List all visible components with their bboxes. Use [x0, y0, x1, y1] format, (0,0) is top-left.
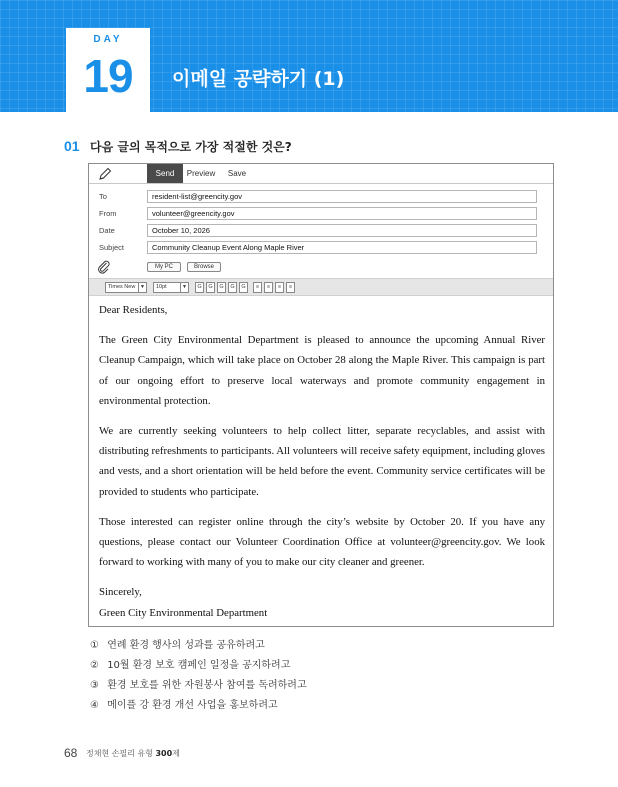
- preview-tab[interactable]: Preview: [186, 169, 216, 178]
- save-tab[interactable]: Save: [227, 169, 247, 178]
- date-field[interactable]: October 10, 2026: [147, 224, 537, 237]
- option-text: 메이플 강 환경 개선 사업을 홍보하려고: [107, 700, 278, 711]
- option-number: ④: [90, 700, 99, 711]
- book-title-count: 300: [155, 749, 173, 758]
- answer-option[interactable]: [90, 656, 530, 676]
- align-left-icon[interactable]: ≡: [253, 282, 262, 293]
- question-text: 다음 글의 목적으로 가장 적절한 것은?: [90, 140, 292, 154]
- day-number: 19: [83, 50, 133, 102]
- paperclip-icon: [97, 260, 111, 274]
- chevron-down-icon: ▼: [180, 283, 188, 292]
- answer-option[interactable]: [90, 636, 530, 656]
- answer-option[interactable]: [90, 696, 530, 716]
- option-text: 연례 환경 행사의 성과를 공유하려고: [107, 640, 265, 651]
- font-select-value: Times New: [108, 284, 136, 290]
- to-label: To: [99, 192, 107, 201]
- option-number: ③: [90, 680, 99, 691]
- email-window: [88, 163, 554, 627]
- strikethrough-icon[interactable]: G: [228, 282, 237, 293]
- option-number: ①: [90, 640, 99, 651]
- subject-field[interactable]: Community Cleanup Event Along Maple River: [147, 241, 537, 254]
- email-greeting: Dear Residents,: [99, 304, 168, 316]
- option-number: ②: [90, 660, 99, 671]
- option-text: 환경 보호를 위한 자원봉사 참여를 독려하려고: [107, 680, 307, 691]
- email-signature: Green City Environmental Department: [99, 606, 268, 619]
- day-box: [66, 28, 150, 112]
- my-pc-button[interactable]: My PC: [147, 262, 181, 272]
- bold-icon[interactable]: G: [195, 282, 204, 293]
- browse-button[interactable]: Browse: [187, 262, 221, 272]
- underline-icon[interactable]: G: [217, 282, 226, 293]
- email-closing: Sincerely,: [99, 586, 142, 599]
- pencil-icon: [97, 166, 113, 182]
- size-select[interactable]: [153, 282, 189, 293]
- size-select-value: 10pt: [156, 284, 167, 290]
- answer-option[interactable]: [90, 676, 530, 696]
- book-title: [86, 748, 180, 759]
- format-toolbar: [89, 278, 553, 296]
- option-text: 10월 환경 보호 캠페인 일정을 공지하려고: [107, 660, 291, 671]
- align-center-icon[interactable]: ≡: [264, 282, 273, 293]
- book-title-suffix: 제: [172, 749, 180, 758]
- from-field[interactable]: volunteer@greencity.gov: [147, 207, 537, 220]
- text-color-icon[interactable]: G: [239, 282, 248, 293]
- to-field[interactable]: resident-list@greencity.gov: [147, 190, 537, 203]
- book-title-prefix: 정채현 손필리 유형: [86, 749, 153, 758]
- send-tab[interactable]: Send: [147, 164, 183, 183]
- email-paragraph-2: We are currently seeking volunteers to help collect litter, separate recyclables, and assist with distributing refreshments to participants. All volunteers will receive safety equipment, including gloves and vests, and a short orientation will be held before the event. Community service certificates will be provided to students who participate.: [99, 425, 545, 498]
- chapter-title: 이메일 공략하기 (1): [172, 68, 345, 90]
- date-label: Date: [99, 226, 115, 235]
- align-right-icon[interactable]: ≡: [275, 282, 284, 293]
- font-select[interactable]: [105, 282, 147, 293]
- subject-label: Subject: [99, 243, 125, 252]
- email-paragraph-3: Those interested can register online through the city’s website by October 20. If you have any questions, please contact our Volunteer Coordination Office at volunteer@greencity.gov. We look forward to working with many of you to make our city cleaner and greener.: [99, 515, 545, 569]
- answer-options: [90, 636, 530, 716]
- italic-icon[interactable]: G: [206, 282, 215, 293]
- chevron-down-icon: ▼: [138, 283, 146, 292]
- email-paragraph-1: The Green City Environmental Department is pleased to announce the upcoming Annual River Cleanup Campaign, which will take place on October 28 along the Maple River. This campaign is part of our ongoing effort to preserve local waterways and promote community engagement in environmental protection.: [99, 334, 545, 407]
- page-number: 68: [64, 746, 78, 760]
- day-label: DAY: [93, 34, 123, 45]
- align-justify-icon[interactable]: ≡: [286, 282, 295, 293]
- email-body[interactable]: [99, 300, 545, 623]
- from-label: From: [99, 209, 117, 218]
- day-banner: [0, 0, 618, 112]
- email-tabbar: [89, 164, 553, 184]
- question-number: 01: [64, 138, 80, 154]
